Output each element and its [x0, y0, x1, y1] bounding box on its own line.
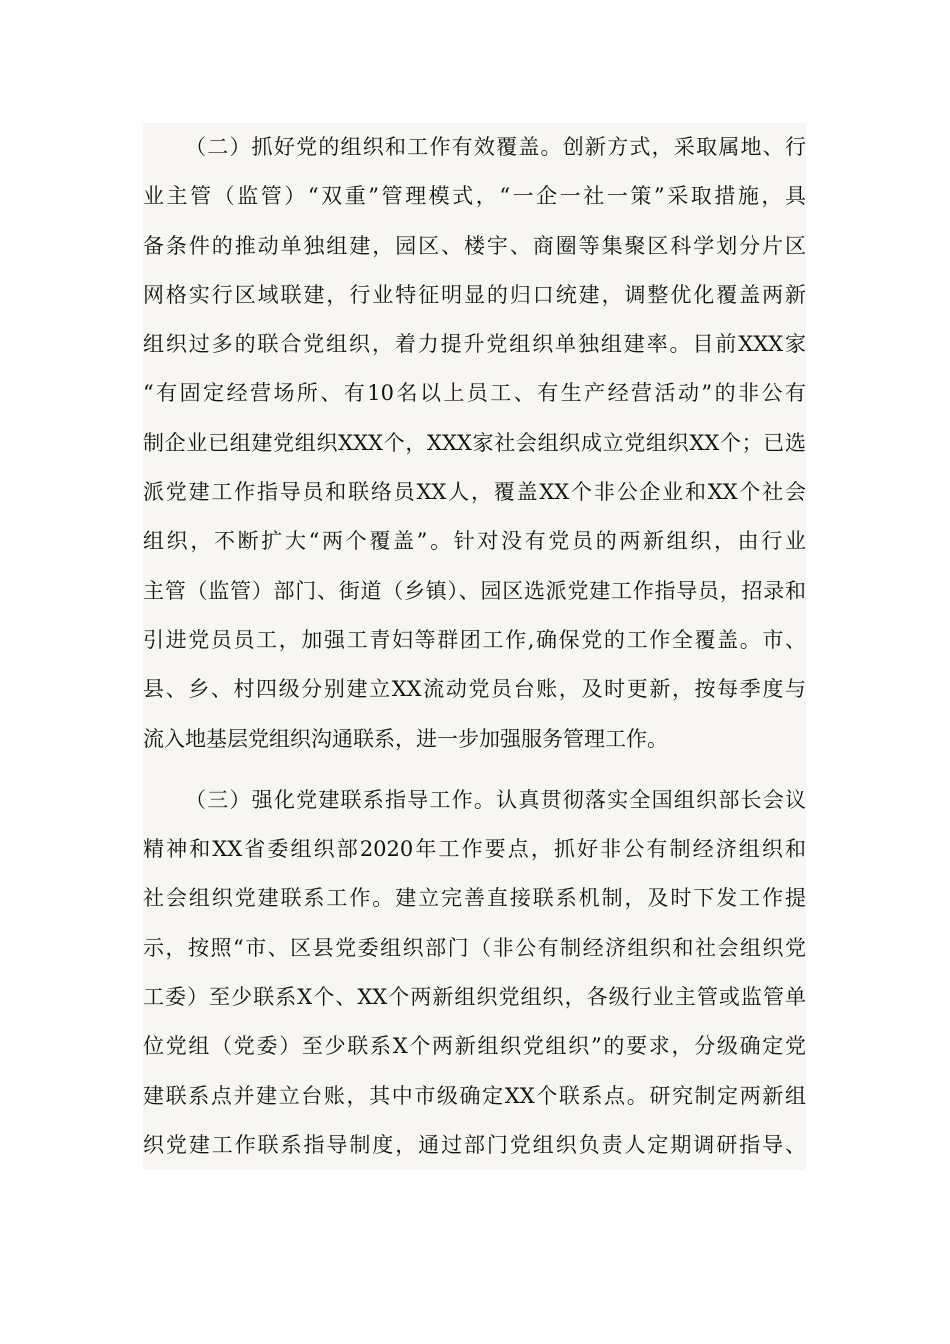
paragraph-line: 备条件的推动单独组建，园区、楼宇、商圈等集聚区科学划分片区: [143, 233, 806, 258]
paragraph-line: 建联系点并建立台账，其中市级确定XX个联系点。研究制定两新组: [143, 1083, 806, 1108]
paragraph-line: 制企业已组建党组织XXX个，XXX家社会组织成立党组织XX个；已选: [143, 430, 806, 455]
paragraph-line: 社会组织党建联系工作。建立完善直接联系机制，及时下发工作提: [143, 886, 806, 911]
paragraph-line: （二）抓好党的组织和工作有效覆盖。创新方式，采取属地、行: [185, 135, 806, 159]
paragraph-line: 业主管（监管）“双重”管理模式，“一企一社一策”采取措施，具: [143, 184, 806, 209]
paragraph-line: 引进党员员工，加强工青妇等群团工作,确保党的工作全覆盖。市、: [143, 627, 806, 652]
paragraph-line: 派党建工作指导员和联络员XX人，覆盖XX个非公企业和XX个社会: [143, 480, 806, 505]
document-text-block: [143, 123, 806, 1170]
paragraph-line: 组织过多的联合党组织，着力提升党组织单独组建率。目前XXX家: [143, 332, 806, 357]
paragraph-line: 织党建工作联系指导制度，通过部门党组织负责人定期调研指导、: [143, 1132, 806, 1157]
paragraph-line: 主管（监管）部门、街道（乡镇）、园区选派党建工作指导员，招录和: [143, 578, 806, 603]
paragraph-line: “有固定经营场所、有10名以上员工、有生产经营活动”的非公有: [143, 381, 806, 406]
paragraph-line: 流入地基层党组织沟通联系，进一步加强服务管理工作。: [143, 726, 668, 751]
paragraph-gap: [143, 764, 806, 776]
paragraph-line: 网格实行区域联建，行业特征明显的归口统建，调整优化覆盖两新: [143, 282, 806, 307]
paragraph-line: 精神和XX省委组织部2020年工作要点，抓好非公有制经济组织和: [143, 837, 806, 862]
paragraph-section-2: [143, 123, 806, 764]
paragraph-line: 位党组（党委）至少联系X个两新组织党组织”的要求，分级确定党: [143, 1034, 806, 1059]
paragraph-line: 工委）至少联系X个、XX个两新组织党组织，各级行业主管或监管单: [143, 985, 806, 1010]
paragraph-line: 县、乡、村四级分别建立XX流动党员台账，及时更新，按每季度与: [143, 677, 806, 702]
paragraph-line: （三）强化党建联系指导工作。认真贯彻落实全国组织部长会议: [185, 787, 806, 812]
paragraph-line: 示，按照“市、区县党委组织部门（非公有制经济组织和社会组织党: [143, 935, 806, 960]
paragraph-line: 组织，不断扩大“两个覆盖”。针对没有党员的两新组织，由行业: [143, 529, 806, 554]
paragraph-section-3: [143, 776, 806, 1170]
